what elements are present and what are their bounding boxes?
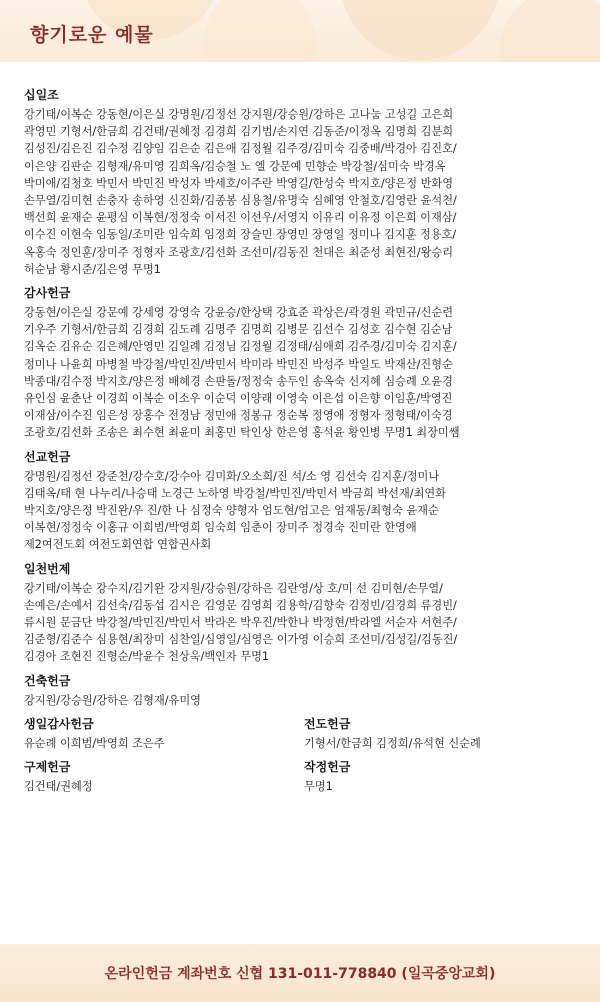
name-line: 옥홍숙 정인훈/장미주 정형자 조광호/김선화 조선미/김동진 천대은 최준성 최현진/왕승리 <box>24 245 454 259</box>
name-line: 기우주 기형서/한금희 김경희 김도례 김명주 김명희 김병문 김선수 김성호 김수현 김순남 <box>24 323 453 337</box>
page-header <box>0 0 600 62</box>
section-thousand-offering <box>24 560 584 666</box>
section-title: 구제헌금 <box>24 760 71 775</box>
name-line: 류시원 문금단 박강철/박민진/박민서 박라온 박우진/박한나 박정현/박라엘 서순자 서현주/ <box>24 616 457 630</box>
name-line: 손예은/손예서 김선숙/김동섭 김시은 김영문 김영희 김용학/김향숙 김정빈/김경희 류경빈/ <box>24 598 457 612</box>
name-line: 김건태/권혜정 <box>24 780 93 794</box>
name-line: 기형서/한금희 김정희/유석현 신순례 <box>304 736 481 750</box>
section-title: 일천번제 <box>24 561 71 576</box>
section-building-offering <box>24 672 584 709</box>
name-line: 손무열/김미현 손충자 송하영 신진화/김종봉 심용철/유명숙 심혜영 안철호/김영란 윤석천/ <box>24 194 457 208</box>
section-title: 선교헌금 <box>24 449 71 464</box>
section-tithe <box>24 86 584 278</box>
name-line: 조광호/김선화 조송은 최수현 최윤미 최홍민 탁인상 한은영 홍석윤 황인병 무명1 최장미쌤 <box>24 426 460 440</box>
name-line: 이복현/정정숙 이홍규 이희범/박영희 임숙희 임춘이 장미주 정경숙 진미란 한영애 <box>24 521 417 535</box>
page-title: 향기로운 예물 <box>30 24 154 46</box>
name-line: 김성진/김은진 김수정 김양임 김은순 김은애 김정월 김주경/김미숙 김중배/박경아 김진호/ <box>24 142 457 156</box>
section-title: 감사헌금 <box>24 286 71 301</box>
section-relief-offering <box>24 758 304 795</box>
name-line: 허순남 황시준/김은영 무명1 <box>24 262 161 276</box>
name-line: 강기태/이복순 강동현/이은실 강명원/김정선 강지원/강승원/강하은 고나눔 고성길 고은희 <box>24 108 454 121</box>
name-line: 무명1 <box>304 780 333 794</box>
name-line: 정미나 나윤희 마병철 박강철/박민진/박민서 박미라 박민진 박성주 박일도 박재산/진형순 <box>24 357 453 371</box>
name-line: 박종대/김수정 박지호/양은정 배혜경 손판돌/정정숙 송두인 송옥숙 신지혜 심승례 오윤경 <box>24 374 453 388</box>
section-title: 십일조 <box>24 88 59 102</box>
section-pledge-offering <box>304 758 584 795</box>
name-line: 박지호/양은정 박진완/우 진/한 나 심정숙 양형자 엄도현/엄고은 엄재동/최형숙 윤재순 <box>24 504 439 518</box>
name-line: 박미애/김청호 박민서 박민진 박성자 박세호/이주란 박영길/한성숙 박지호/양은정 반화영 <box>24 176 454 190</box>
section-evangelism-offering <box>304 715 584 752</box>
name-line: 유인심 윤춘난 이경희 이복순 이소우 이순덕 이양래 이영숙 이은섭 이은향 이임훈/박영진 <box>24 392 453 406</box>
name-line: 백선희 윤재순 윤평심 이복현/정정숙 이서진 이선우/서영지 이유리 이유정 이은희 이재삼/ <box>24 211 457 225</box>
name-line: 유순례 이희범/박영희 조은주 <box>24 736 165 750</box>
name-line: 곽영민 기형서/한금희 김건태/권혜정 김경희 김기범/손지연 김동준/이정옥 김명희 김분희 <box>24 125 454 139</box>
name-line: 김태옥/태 현 나누리/나승태 노경근 노하영 박강철/박민진/박민서 박금희 박선재/최연화 <box>24 486 446 500</box>
section-title: 전도헌금 <box>304 716 351 731</box>
name-line: 제2여전도회 여전도회연합 연합권사회 <box>24 538 212 552</box>
name-line: 김경아 조현진 진형순/박윤수 천상욱/백인자 무명1 <box>24 650 270 664</box>
name-line: 강지원/강승원/강하은 김형재/유미영 <box>24 693 201 707</box>
bank-account-info: 온라인헌금 계좌번호 신협 131-011-778840 (일곡중앙교회) <box>104 966 496 982</box>
offering-pair-row <box>24 758 584 795</box>
name-line: 이재삼/이수진 임은성 장홍수 전정남 정민애 정봉규 정순복 정영애 정형자 정형태/이숙경 <box>24 409 453 423</box>
section-birthday-offering <box>24 715 304 752</box>
section-title: 작정헌금 <box>304 760 351 775</box>
section-mission-offering <box>24 448 584 554</box>
section-thanks-offering <box>24 284 584 442</box>
name-line: 이수진 이현숙 임동일/조미란 임숙희 임정희 장슬민 장영민 장영일 정미나 김지훈 정용호/ <box>24 228 457 242</box>
offering-list <box>24 86 584 801</box>
offering-pair-row <box>24 715 584 752</box>
section-title: 생일감사헌금 <box>24 716 94 731</box>
name-line: 김옥순 김유순 김은혜/안영민 김일례 김정님 김정월 김정태/심애희 김주경/김미숙 김지훈/ <box>24 340 457 354</box>
name-line: 강명원/김정선 강준천/강수호/강수아 김미화/오소희/진 석/소 영 김선숙 김지훈/정미나 <box>24 469 440 483</box>
page-footer <box>0 944 600 1002</box>
section-title: 건축헌금 <box>24 673 71 688</box>
name-line: 강기태/이복순 강수지/김기완 강지원/강승원/강하은 김란영/상 호/미 선 김미현/손무열/ <box>24 581 443 595</box>
name-line: 이은양 김판순 김형재/유미영 김희옥/김승철 노 엘 강문예 민향순 박강철/심미숙 박경옥 <box>24 159 446 173</box>
name-line: 강동현/이은실 강문예 강세영 강영숙 강윤승/한상택 강효준 곽상은/곽경원 곽민규/신순련 <box>24 306 454 320</box>
name-line: 김준형/김준수 심용현/최장미 심찬일/심영일/심영은 이가영 이승희 조선미/김성길/김동진/ <box>24 633 458 647</box>
